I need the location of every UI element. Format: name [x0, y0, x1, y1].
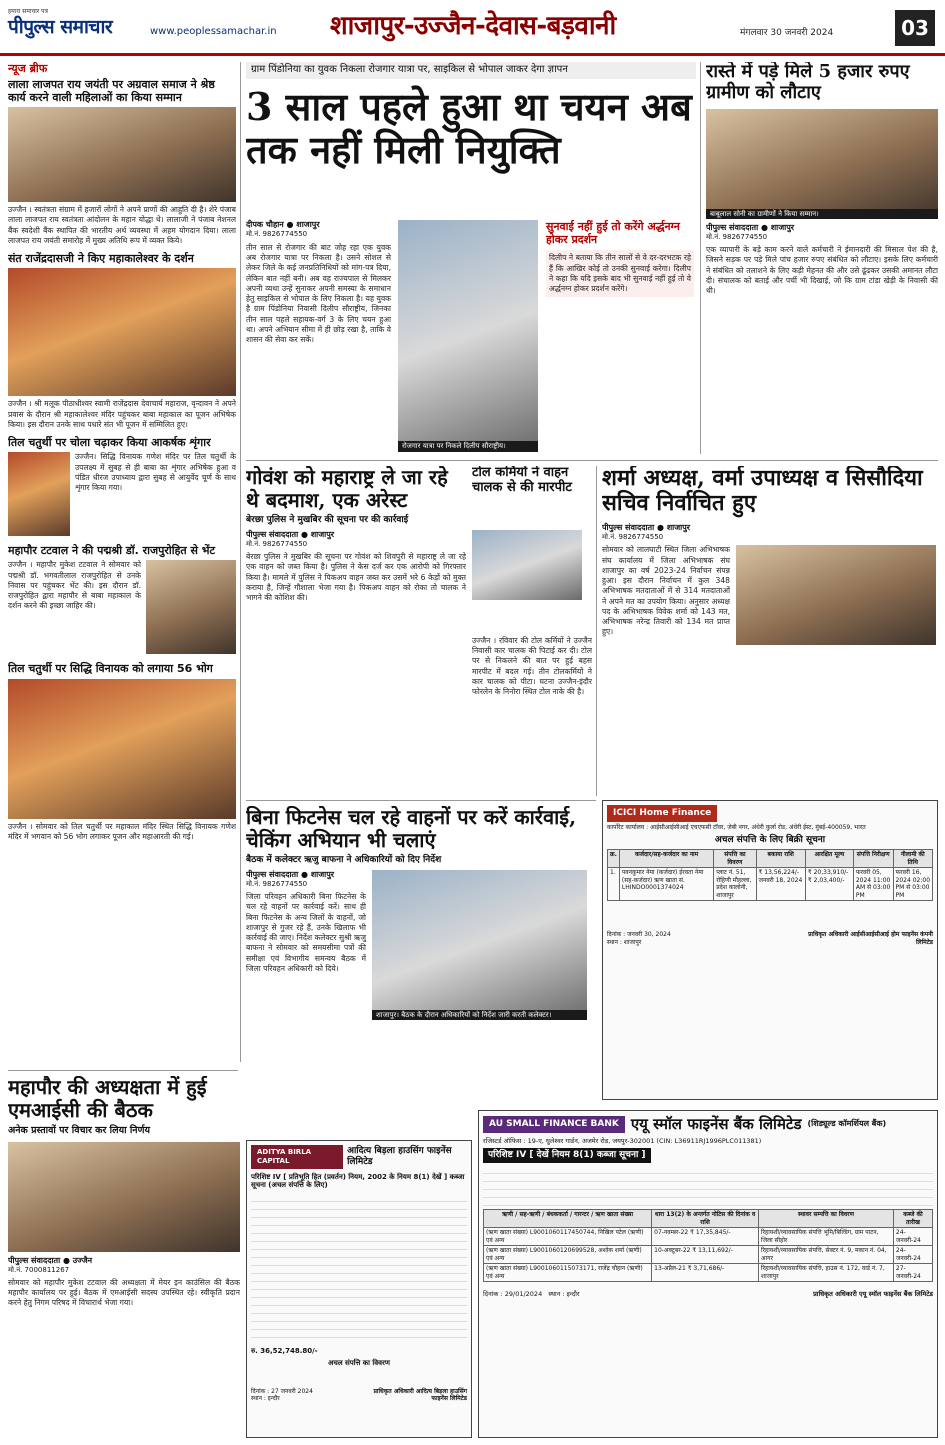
table-cell: 1. — [608, 868, 620, 901]
fitness-subhead: बैठक में कलेक्टर ऋजु बाफना ने अधिकारियों को दिए निर्देश — [246, 855, 442, 865]
money-headline[interactable]: रास्ते में पड़े मिले 5 हजार रुपए ग्रामीण को लौटाए — [706, 62, 910, 103]
icici-header-row — [608, 850, 933, 868]
table-cell: रिहायशी/व्यावसायिक संपत्ति भूमि/बिल्डिंग, ग्राम पाटन, जिला सीहोर — [759, 1228, 894, 1246]
column-divider — [240, 62, 241, 1062]
lead-byline-name: दीपक चौहान ● शाजापुर — [246, 220, 320, 229]
brief-2-body: उज्जैन । श्री मलूक पीठाधीश्वर स्वामी राजेंद्रदास देवाचार्य महाराज, वृन्दावन ने अपने प्रवास के दौरान श्री महाकालेश्वर मंदिर पहुंचकर बाबा महाकाल का पूजन अभिषेक किया। इस दौरान उनके साथ पधारे संत भी पूजन में सम्मिलित हुए। — [8, 399, 236, 429]
brief-3-body: उज्जैन। सिद्धि विनायक गणेश मंदिर पर तिल चतुर्थी के उपलक्ष्य में सुबह से ही बाबा का शृंगार अभिषेक हुआ व पंडित धीरज उपाध्याय द्वारा सुबह से आयुर्वेद चूर्ण के साथ शृंगार किया गया। — [75, 452, 236, 492]
lead-photo — [398, 220, 538, 452]
lead-headline[interactable]: 3 साल पहले हुआ था चयन अब तक नहीं मिली नियुक्ति — [246, 83, 692, 173]
lead-kicker: ग्राम पिंडोनिया का युवक निकला रोजगार यात्रा पर, साइकिल से भोपाल जाकर देगा ज्ञापन — [246, 62, 696, 79]
brief-3-photo — [8, 452, 70, 536]
lead-side-body: दिलीप ने बताया कि तीन सालों से वे दर-दरभटक रहे हैं कि आखिर कोई तो उनकी सुनवाई करेगा। दिलीप ने कहा कि यदि इसके बाद भी सुनवाई नहीं हुई तो वे अर्द्धनग्न होकर प्रदर्शन करेंगे। — [546, 250, 694, 297]
row-divider — [8, 1070, 238, 1071]
au-bank-signatory: प्राधिकृत अधिकारी एयू स्मॉल फाइनेंस बैंक लिमिटेड — [813, 1290, 933, 1299]
brief-1-photo — [8, 107, 236, 202]
news-brief-column — [8, 62, 236, 1062]
money-byline — [706, 223, 938, 242]
table-header: आरक्षित मूल्य — [805, 850, 853, 868]
mayor-headline[interactable]: महापौर की अध्यक्षता में हुई एमआईसी की बैठक — [8, 1076, 207, 1122]
table-header: क्र. — [608, 850, 620, 868]
fitness-headline[interactable]: बिना फिटनेस चल रहे वाहनों पर करें कार्रवाई, चेकिंग अभियान भी चलाएं — [246, 806, 577, 852]
row-divider — [246, 460, 938, 461]
lead-byline — [246, 220, 391, 239]
column-divider — [700, 62, 701, 454]
brand-tagline: हमारा समाचार पत्र — [8, 8, 48, 15]
au-bank-header-row — [484, 1210, 933, 1228]
table-cell: 24-जनवरी-24 — [893, 1228, 932, 1246]
table-cell: (ऋण खाता संख्या) L9001060115073171, राजेंद्र चौहान (ऋणी) एवं अन्य — [484, 1264, 652, 1282]
icici-signatory: प्राधिकृत अधिकारी आईसीआईसीआई होम फाइनेंस कंपनी लिमिटेड — [808, 931, 933, 946]
election-byline-phone: मो.नं. 9826774550 — [602, 532, 664, 541]
cow-smuggling-story — [246, 466, 466, 796]
news-brief-label: न्यूज ब्रीफ — [8, 62, 48, 75]
election-byline — [602, 523, 938, 542]
aditya-birla-property-title: अचल संपत्ति का विवरण — [328, 1358, 390, 1367]
brief-4-body: उज्जैन । महापौर मुकेश टटवाल ने सोमवार को पद्मश्री डॉ. भगवतीलाल राजपुरोहित से उनके निवास पर पहुंचकर भेंट की। इस दौरान डॉ. राजपुरोहित द्वारा महापौर से बाबा महाकाल के दर्शन करने की इच्छा जाहिर की। — [8, 560, 141, 611]
table-header: कब्जे की तारीख — [893, 1210, 932, 1228]
table-row — [484, 1246, 933, 1264]
mayor-body: सोमवार को महापौर मुकेश टटवाल की अध्यक्षता में मेयर इन काउंसिल की बैठक महापौर कार्यालय पर हुई। बैठक में एमआईसी सदस्य उपस्थित रहे। स्वीकृति प्रदान करने हेतु निगम परिषद में विचारार्थ भेजा गया। — [8, 1277, 240, 1308]
table-cell: प्लाट नं. 51, रोहिणी मौहल्ला, प्रदेश कालोनी, शाजापुर — [714, 868, 756, 901]
lead-story — [246, 62, 696, 454]
brief-5-photo — [8, 679, 236, 819]
brief-1-body: उज्जैन । स्वतंत्रता संग्राम में हजारों लोगों ने अपने प्राणों की आहुति दी है। शेरे पंजाब लाला लाजपत राय स्वतंत्रता आंदोलन के महान योद्धा थे। लालाजी ने पंजाब नेशनल बैंक स्वदेशी बैंक स्थापित की भारतीय अर्थ व्यवस्था में अहम योगदान दिया। लाला लाजपत राय जयंती समारोह में मुख्य अतिथि रूप में व्यक्त किये। — [8, 205, 236, 245]
row-divider — [246, 800, 596, 801]
election-photo — [736, 545, 936, 645]
cow-byline-name: पीपुल्स संवाददाता ● शाजापुर — [246, 530, 335, 540]
money-photo-caption: बाबूलाल सोनी का ग्रामीणों ने किया सम्मान। — [706, 209, 938, 220]
aditya-birla-place: स्थान : इन्दौर — [251, 1395, 280, 1402]
brief-4-headline[interactable]: महापौर टटवाल ने की पद्मश्री डॉ. राजपुरोहित से भेंट — [8, 544, 216, 558]
table-row — [484, 1228, 933, 1246]
au-bank-place: स्थान : इन्दौर — [548, 1290, 580, 1299]
cow-subhead: बेरछा पुलिस ने मुखबिर की सूचना पर की कार्रवाई — [246, 515, 409, 525]
issue-date: मंगलवार 30 जनवरी 2024 — [740, 28, 834, 38]
brand-name: पीपुल्स समाचार — [8, 15, 113, 38]
brand[interactable] — [8, 8, 148, 48]
bar-association-election-story — [602, 466, 938, 796]
table-header: बकाया राशि — [756, 850, 805, 868]
lead-byline-phone: मो.नं. 9826774550 — [246, 230, 308, 238]
aditya-birla-notice-body — [251, 1194, 467, 1344]
table-header: नीलामी की तिथि — [893, 850, 932, 868]
table-cell: फरवरी 05, 2024 11:00 AM से 03:00 PM — [853, 868, 893, 901]
table-cell: 07-नवम्बर-22 ₹ 17,35,845/- — [652, 1228, 759, 1246]
cow-headline[interactable]: गोवंश को महाराष्ट्र ले जा रहे थे बदमाश, एक अरेस्ट — [246, 466, 448, 512]
brief-2-headline[interactable]: संत राजेंद्रदासजी ने किए महाकालेश्वर के दर्शन — [8, 252, 194, 266]
table-cell: 10-अक्टूबर-22 ₹ 13,11,692/- — [652, 1246, 759, 1264]
icici-date: दिनांक : जनवरी 30, 2024 — [607, 931, 671, 938]
fitness-photo — [372, 870, 587, 1020]
au-bank-type: (शिड्यूल्ड कॉमर्शियल बैंक) — [807, 1119, 887, 1129]
icici-auction-notice — [602, 800, 938, 1100]
aditya-birla-amount: रु. 36,52,748.80/- — [251, 1347, 318, 1355]
table-cell: (ऋण खाता संख्या) L9001060120699528, अशोक शर्मा (ऋणी) एवं अन्य — [484, 1246, 652, 1264]
table-header: धारा 13(2) के अन्तर्गत नोटिस की दिनांक व राशि — [652, 1210, 759, 1228]
money-body: एक व्यापारी के बड़े काम करने वाले कर्मचारी ने ईमानदारी की मिसाल पेश की है, जिसने सड़क पर पड़े मिले पांच हजार रुपए संबंधित को लौटाए। इसके लिए कर्मचारी ने संबंधित को तलाशने के लिए कड़ी मेहनत की और उसे ढूंढकर उसकी अमानत लौटा दी। संचालक को बताई और पर्ची भी दिखाई, जो कि ग्राम टांडा खेड़ी के निवासी की थी। — [706, 245, 938, 296]
section-title: शाजापुर-उज्जैन-देवास-बड़वानी — [330, 11, 616, 41]
table-cell: पवनकुमार नेमा (कर्जदार) ईरवता नेमा (सह-कर्जदार) ऋण खाता सं. LHINDO0001374024 — [619, 868, 713, 901]
aditya-birla-signatory: प्राधिकृत अधिकारी आदित्य बिड़ला हाउसिंग फाइनेंस लिमिटेड — [373, 1387, 467, 1402]
fitness-byline-phone: मो.नं. 9826774550 — [246, 880, 308, 889]
au-bank-reg-office: रजिस्टर्ड ऑफिस : 19-ए, धुलेश्वर गार्डन, अजमेर रोड, जयपुर-302001 (CIN: L36911RJ1996PLC011381) — [483, 1136, 762, 1145]
election-byline-name: पीपुल्स संवाददाता ● शाजापुर — [602, 522, 691, 532]
table-cell: 24-जनवरी-24 — [893, 1246, 932, 1264]
table-header: ऋणी / सह-ऋणी / बंधककर्ता / गारन्टर / ऋण खाता संख्या — [484, 1210, 652, 1228]
masthead — [0, 0, 945, 56]
table-header: संपत्ति निरीक्षण — [853, 850, 893, 868]
brief-1-headline[interactable]: लाला लाजपत राय जयंती पर अग्रवाल समाज ने श्रेष्ठ कार्य करने वाली महिलाओं का किया सम्मान — [8, 77, 215, 104]
brief-5-headline[interactable]: तिल चतुर्थी पर सिद्धि विनायक को लगाया 56 भोग — [8, 662, 213, 676]
mayor-byline-phone: मो.नं. 7000811267 — [8, 1265, 70, 1274]
money-byline-name: पीपुल्स संवाददाता ● शाजापुर — [706, 223, 795, 233]
lead-body: तीन साल से रोजगार की बाट जोह रहा एक युवक अब रोजगार यात्रा पर निकला है। उसने सोशल से लेकर जिले के कई जनप्रतिनिधियों को मांग-पत्र दिया, लेकिन बात नहीं बनी। अब वह राज्यपाल से मिलकर अपनी व्यथा उन्हें सुनाकर अपनी समस्या के समाधान हेतु साइकिल से भोपाल के लिए निकला है। यह युवक है ग्राम पिंडोनिया निवासी दिलीप सौराष्ट्रीय, जिनका तीन साल पहले सहायक-वर्ग 3 के लिए चयन हुआ था। अपने अभियान सीमा में ही छोड़ रखा है, ताकि वे शासन की सेवा कर सकें। — [246, 242, 391, 344]
cow-byline-phone: मो.नं. 9826774550 — [246, 540, 308, 549]
au-bank-logo: AU SMALL FINANCE BANK — [483, 1116, 625, 1133]
fitness-byline-name: पीपुल्स संवाददाता ● शाजापुर — [246, 870, 335, 880]
page-number: 03 — [895, 10, 935, 46]
table-cell: 27-जनवरी-24 — [893, 1264, 932, 1282]
lead-side-headline[interactable]: सुनवाई नहीं हुई तो करेंगे अर्द्धनग्न होकर प्रदर्शन — [546, 220, 680, 247]
vehicle-fitness-story — [246, 806, 592, 1136]
brief-2-photo — [8, 268, 236, 396]
fitness-byline — [246, 870, 366, 889]
au-bank-notice-body — [483, 1166, 933, 1206]
aditya-birla-company: आदित्य बिड़ला हाउसिंग फाइनेंस लिमिटेड — [347, 1145, 452, 1167]
column-divider — [596, 466, 597, 796]
table-cell: ₹ 20,33,910/- ₹ 2,03,400/- — [805, 868, 853, 901]
lead-photo-caption: रोजगार यात्रा पर निकले दिलीप सौराष्ट्रीय। — [398, 441, 538, 452]
icici-auction-table — [607, 849, 933, 901]
table-cell: (ऋण खाता संख्या) L9001060117450744, निखिल पटेल (ऋणी) एवं अन्य — [484, 1228, 652, 1246]
table-row — [484, 1264, 933, 1282]
election-body: सोमवार को लालघाटी स्थित जिला अभिभाषक संघ कार्यालय में जिला अभिभाषक संघ शाजापुर का वर्ष 2023-24 निर्वाचन संपन्न हुआ। इस दौरान निर्वाचन में कुल 348 अभिभाषक मतदाताओं में से 314 मतदाताओं ने अपने मत का उपयोग किया। अनुसार अध्यक्ष पद के अभिभाषक विवेक शर्मा को 143 मत, अभिभाषक नरेन्द्र तिवारी को 134 मत प्राप्त हुए। — [602, 545, 730, 637]
table-cell: ₹ 13,56,224/- जनवरी 18, 2024 — [756, 868, 805, 901]
aditya-birla-possession-notice — [246, 1140, 472, 1438]
au-bank-company: एयू स्मॉल फाइनेंस बैंक लिमिटेड — [630, 1115, 802, 1133]
mayor-photo — [8, 1142, 240, 1252]
mayor-subhead: अनेक प्रस्तावों पर विचार कर लिया निर्णय — [8, 1125, 150, 1136]
money-byline-phone: मो.नं. 9826774550 — [706, 233, 768, 242]
website-link[interactable]: www.peoplessamachar.in — [150, 26, 277, 37]
toll-body: उज्जैन । रविवार की टोल कर्मियों ने उज्जैन निवासी कार चालक की पिटाई कर दी। टोल पर से निकलने की बात पर हुई बहस मारपीट में बदल गई। तीन टोलकर्मियों ने कार चालक को पीटा। घटना उज्जैन-इंदौर फोरलेन के निनोरा स्थित टोल नाके की है। — [472, 635, 592, 697]
fitness-photo-caption: शाजापुर। बैठक के दौरान अधिकारियों को निर्देश जारी करती कलेक्टर। — [372, 1010, 587, 1021]
au-bank-notice: परिशिष्ट IV [ देखें नियम 8(1) कब्जा सूचना ] — [483, 1148, 651, 1163]
table-cell: रिहायशी/व्यावसायिक संपत्ति, हाउस नं. 172, वार्ड नं. 7, शाजापुर — [759, 1264, 894, 1282]
icici-place: स्थान : शाजापुर — [607, 938, 642, 946]
table-cell: 13-अप्रैल-21 ₹ 3,71,686/- — [652, 1264, 759, 1282]
icici-logo: ICICI Home Finance — [607, 805, 717, 822]
brief-5-body: उज्जैन । सोमवार को तिल चतुर्थी पर महाकाल मंदिर स्थित सिद्धि विनायक गणेश मंदिर में भगवान को 56 भोग लगाकर पूजन और महाआरती की गई। — [8, 821, 236, 841]
mayor-byline — [8, 1256, 240, 1275]
au-bank-possession-notice — [478, 1110, 938, 1438]
icici-title: अचल संपत्ति के लिए बिक्री सूचना — [714, 834, 826, 845]
au-bank-table — [483, 1209, 933, 1282]
aditya-birla-notice: परिशिष्ट IV [ प्रतिभूति हित (प्रवर्तन) नियम, 2002 के नियम 8(1) देखें ] कब्जा सूचना (अचल संपत्ति के लिए) — [251, 1172, 465, 1190]
money-photo — [706, 109, 938, 219]
brief-3-headline[interactable]: तिल चतुर्थी पर चोला चढ़ाकर किया आकर्षक शृंगार — [8, 436, 211, 450]
table-row — [608, 868, 933, 901]
mayor-byline-name: पीपुल्स संवाददाता ● उज्जैन — [8, 1255, 93, 1265]
cow-body: बेरछा पुलिस ने मुखबिर की सूचना पर गोवंश को शिवपुरी से महाराष्ट्र ले जा रहे एक वाहन को जब्त किया है। पुलिस ने केस दर्ज कर एक आरोपी को गिरफ्तार किया है। मामले में पुलिस ने पिकअप वाहन जब्त कर उसमें भरे 6 केड़ों को मुक्त कराया है, जिन्हें गौशाला भेजा गया है। पिकअप वाहन को रोका तो चालक ने भागने की कोशिश की। — [246, 552, 466, 602]
icici-reg-office: कार्पोरेट कार्यालय : आईसीआईसीआई एचएफसी टॉवर, जेबी नगर, अंधेरी कुर्ला रोड, अंधेरी ईस्ट, मुंबई-400059, भारत — [607, 824, 866, 832]
toll-headline[interactable]: टोल कर्मियों ने वाहन चालक से की मारपीट — [472, 466, 592, 496]
table-header: कर्जदार/सह-कर्जदार का नाम — [619, 850, 713, 868]
aditya-birla-logo: ADITYA BIRLA CAPITAL — [251, 1145, 343, 1169]
table-cell: रिहायशी/व्यावसायिक संपत्ति, सेक्टर नं. 9, मकान नं. 04, आगर — [759, 1246, 894, 1264]
election-headline[interactable]: शर्मा अध्यक्ष, वर्मा उपाध्यक्ष व सिसौदिया सचिव निर्वाचित हुए — [602, 466, 923, 517]
table-header: स्थावर सम्पत्ति का विवरण — [759, 1210, 894, 1228]
brief-4-photo — [146, 560, 236, 654]
au-bank-date: दिनांक : 29/01/2024 — [483, 1290, 543, 1299]
aditya-birla-date: दिनांक : 27 जनवरी 2024 — [251, 1387, 313, 1395]
fitness-body: जिला परिवहन अधिकारी बिना फिटनेस के चल रहे वाहनों पर कार्रवाई करें। साथ ही बिना फिटनेस के अन्य जिलों के वाहनों, जो शाजापुर से गुजर रहे हैं, उनके खिलाफ भी कार्रवाई की जाए। निर्देश कलेक्टर सुश्री ऋजु बाफना ने सोमवार को समयसीमा पत्रों की समीक्षा एवं विभागीय समन्वय बैठक में जिला परिवहन अधिकारी को दिये। — [246, 892, 366, 973]
money-returned-story — [706, 62, 938, 454]
table-header: संपत्ति का विवरण — [714, 850, 756, 868]
toll-assault-story — [472, 466, 592, 796]
table-cell: फरवरी 16, 2024 02:00 PM से 03:00 PM — [893, 868, 932, 901]
mayor-mic-story — [8, 1076, 240, 1438]
cow-byline — [246, 530, 466, 549]
